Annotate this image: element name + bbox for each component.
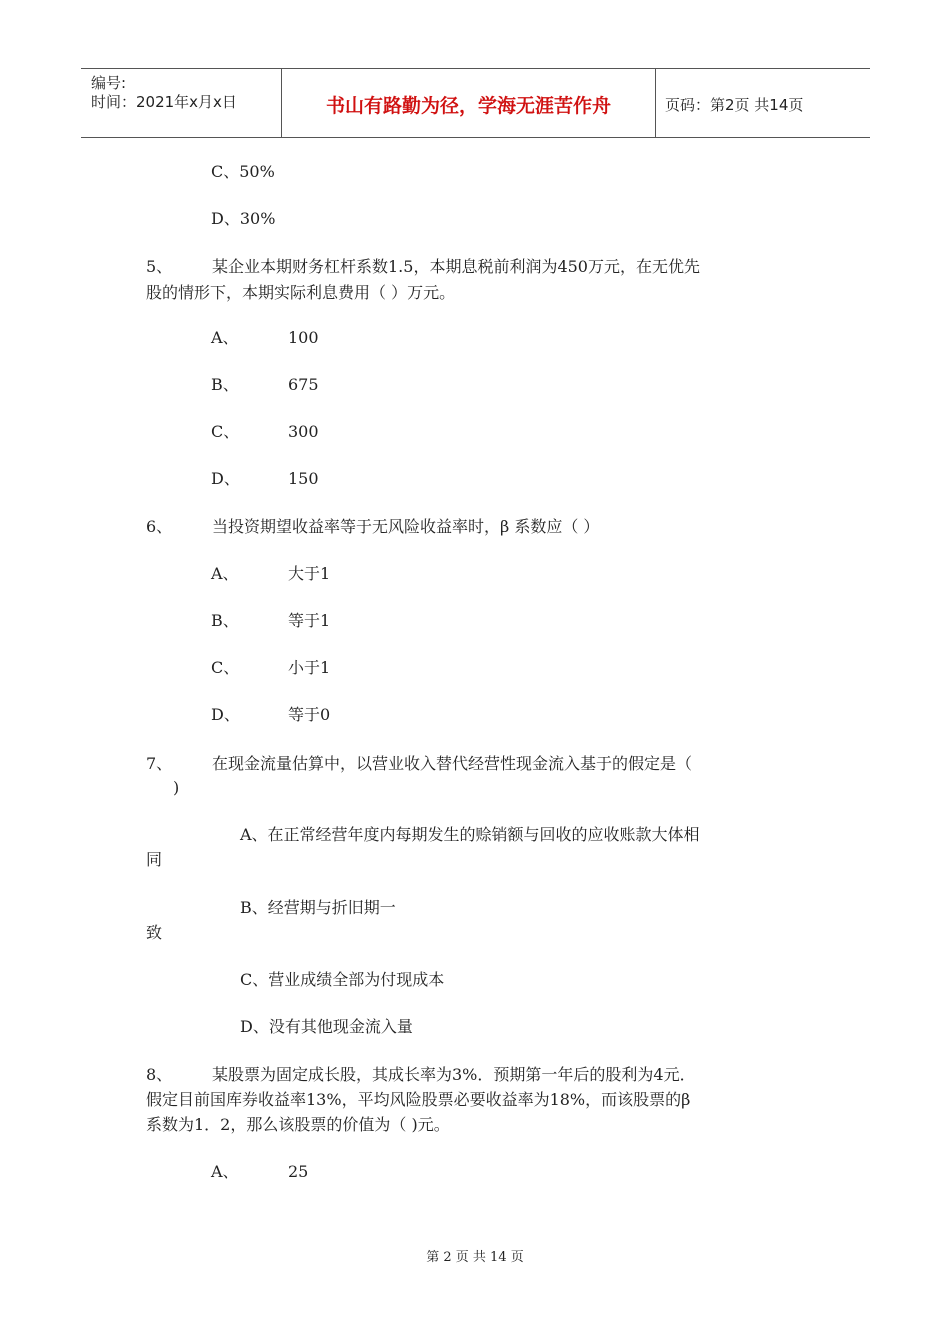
option-q5-b-label: B、 bbox=[211, 375, 239, 394]
option-q7-b-line2: 致 bbox=[146, 923, 163, 942]
header-motto-cell bbox=[281, 69, 656, 137]
question-8-text-line3: 系数为1．2，那么该股票的价值为（ )元。 bbox=[146, 1115, 450, 1134]
option-q5-a-label: A、 bbox=[211, 328, 239, 347]
option-q5-b-value: 675 bbox=[288, 375, 319, 394]
option-q6-a-value: 大于1 bbox=[288, 564, 331, 583]
question-7-text-line1: 在现金流量估算中，以营业收入替代经营性现金流入基于的假定是（ bbox=[212, 754, 693, 773]
option-q4-d: D、30% bbox=[211, 209, 276, 228]
page-header bbox=[81, 68, 870, 138]
question-6-number: 6、 bbox=[146, 517, 173, 536]
page-indicator: 页码：第2页 共14页 bbox=[665, 96, 804, 114]
option-q5-c-label: C、 bbox=[211, 422, 240, 441]
option-q6-d-value: 等于0 bbox=[288, 705, 331, 724]
option-q6-c-label: C、 bbox=[211, 658, 240, 677]
motto-text: 书山有路勤为径，学海无涯苦作舟 bbox=[325, 95, 611, 117]
page-footer: 第 2 页 共 14 页 bbox=[426, 1250, 524, 1265]
option-q8-a-label: A、 bbox=[211, 1162, 239, 1181]
question-5-text-line1: 某企业本期财务杠杆系数1.5，本期息税前利润为450万元，在无优先 bbox=[212, 257, 700, 276]
question-7-number: 7、 bbox=[146, 754, 173, 773]
header-left-cell bbox=[81, 69, 281, 137]
option-q7-a-line2: 同 bbox=[146, 850, 163, 869]
question-8-number: 8、 bbox=[146, 1065, 173, 1084]
option-q4-c: C、50% bbox=[211, 162, 275, 181]
question-6-text: 当投资期望收益率等于无风险收益率时，β 系数应（ ） bbox=[212, 517, 600, 536]
option-q6-c-value: 小于1 bbox=[288, 658, 331, 677]
time-label: 时间：2021年x月x日 bbox=[91, 93, 237, 111]
option-q6-b-label: B、 bbox=[211, 611, 239, 630]
option-q8-a-value: 25 bbox=[288, 1162, 309, 1181]
option-q7-c: C、营业成绩全部为付现成本 bbox=[240, 970, 445, 989]
question-5-number: 5、 bbox=[146, 257, 173, 276]
option-q6-a-label: A、 bbox=[211, 564, 239, 583]
question-8-text-line2: 假定目前国库券收益率13%，平均风险股票必要收益率为18%，而该股票的β bbox=[146, 1090, 691, 1109]
option-q7-b-line1: B、经营期与折旧期一 bbox=[240, 898, 396, 917]
number-label: 编号: bbox=[91, 74, 127, 92]
option-q6-b-value: 等于1 bbox=[288, 611, 331, 630]
option-q5-a-value: 100 bbox=[288, 328, 319, 347]
option-q7-d: D、没有其他现金流入量 bbox=[240, 1017, 413, 1036]
question-5-text-line2: 股的情形下，本期实际利息费用（ ）万元。 bbox=[146, 283, 456, 302]
option-q7-a-line1: A、在正常经营年度内每期发生的赊销额与回收的应收账款大体相 bbox=[240, 825, 700, 844]
question-8-text-line1: 某股票为固定成长股，其成长率为3%．预期第一年后的股利为4元． bbox=[212, 1065, 696, 1084]
option-q5-c-value: 300 bbox=[288, 422, 319, 441]
option-q6-d-label: D、 bbox=[211, 705, 240, 724]
question-7-text-line2: ) bbox=[173, 778, 180, 797]
option-q5-d-value: 150 bbox=[288, 469, 319, 488]
header-right-cell bbox=[655, 69, 870, 137]
option-q5-d-label: D、 bbox=[211, 469, 240, 488]
